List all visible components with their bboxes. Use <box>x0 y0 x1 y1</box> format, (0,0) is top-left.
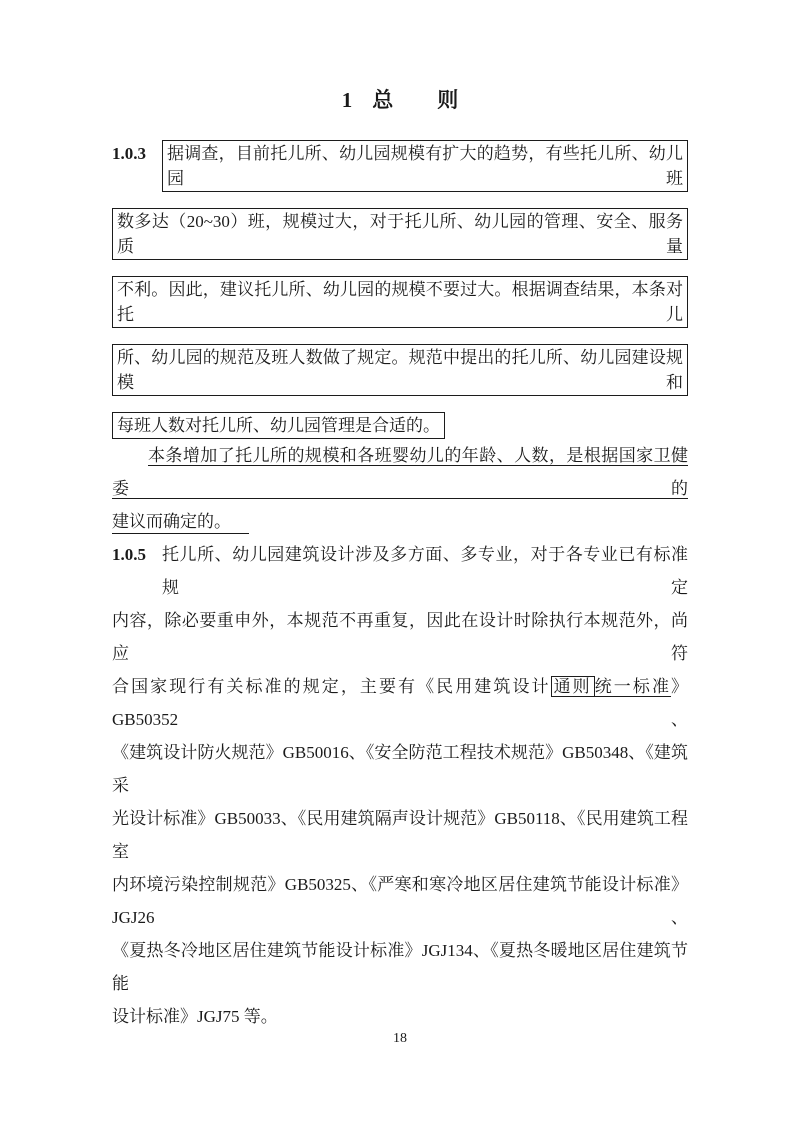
deleted-text-box: 通则 <box>551 676 595 697</box>
section-105-first-row <box>112 538 688 604</box>
body-line: 《夏热冬冷地区居住建筑节能设计标准》JGJ134、《夏热冬暖地区居住建筑节能 <box>112 941 688 993</box>
boxed-line: 数多达（20~30）班，规模过大，对于托儿所、幼儿园的管理、安全、服务质量 <box>112 208 688 260</box>
underlined-paragraph-line: 本条增加了托儿所的规模和各班婴幼儿的年龄、人数，是根据国家卫健委的 <box>112 446 688 498</box>
body-line: 光设计标准》GB50033、《民用建筑隔声设计规范》GB50118、《民用建筑工程室 <box>112 809 688 861</box>
body-text: 》GB50352、 <box>112 677 689 729</box>
body-line: 内容，除必要重申外，本规范不再重复，因此在设计时除执行本规范外，尚应符 <box>112 611 688 663</box>
underlined-paragraph-line <box>112 505 688 538</box>
boxed-line-wrap <box>112 412 688 439</box>
boxed-line: 据调查，目前托儿所、幼儿园规模有扩大的趋势，有些托儿所、幼儿园班 <box>162 140 688 192</box>
chapter-number: 1 <box>341 88 353 112</box>
section-105-label: 1.0.5 <box>112 545 146 564</box>
body-text: 合国家现行有关标准的规定，主要有《民用建筑设计 <box>112 677 551 696</box>
boxed-line: 所、幼儿园的规范及班人数做了规定。规范中提出的托儿所、幼儿园建设规模和 <box>112 344 688 396</box>
title-char-1: 总 <box>372 88 394 112</box>
body-line: 托儿所、幼儿园建筑设计涉及多方面、多专业，对于各专业已有标准规定 <box>162 545 688 597</box>
section-103-first-row <box>112 140 688 192</box>
boxed-line: 每班人数对托儿所、幼儿园管理是合适的。 <box>112 412 445 439</box>
page-content <box>112 85 688 1033</box>
body-line: 内环境污染控制规范》GB50325、《严寒和寒冷地区居住建筑节能设计标准》JGJ26、 <box>112 875 688 927</box>
body-line: 设计标准》JGJ75 等。 <box>112 1007 278 1026</box>
inserted-text-underlined: 统一标准 <box>594 677 672 696</box>
section-103-label: 1.0.3 <box>112 144 146 163</box>
boxed-line: 不利。因此，建议托儿所、幼儿园的规模不要过大。根据调查结果，本条对托儿 <box>112 276 688 328</box>
page-number: 18 <box>393 1031 407 1046</box>
body-line-with-revision <box>112 670 688 736</box>
title-char-2: 则 <box>437 88 459 112</box>
underlined-text: 建议而确定的。 <box>112 512 249 534</box>
body-line: 《建筑设计防火规范》GB50016、《安全防范工程技术规范》GB50348、《建筑采 <box>112 743 688 795</box>
page-title <box>112 85 688 115</box>
